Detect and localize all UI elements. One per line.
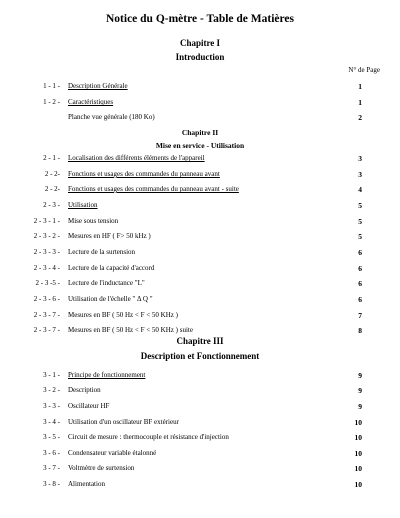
- toc-entry-page-number: 10: [354, 433, 362, 442]
- toc-entry-number: 3 - 8 -: [43, 480, 60, 488]
- toc-entry[interactable]: [0, 153, 400, 164]
- toc-entry-number: 2 - 3 - 7 -: [33, 326, 60, 334]
- toc-entry-number: 3 - 2 -: [43, 386, 60, 394]
- chapter-3-number: Chapitre III: [176, 336, 224, 346]
- toc-entry-number: 3 - 3 -: [43, 402, 60, 410]
- toc-entry-page-number: 7: [358, 311, 362, 320]
- toc-entry-number: 3 - 7 -: [43, 464, 60, 472]
- toc-entry-page-number: 1: [358, 98, 362, 107]
- toc-entry-page-number: 10: [354, 480, 362, 489]
- toc-entry: [0, 463, 400, 474]
- toc-entry-page-number: 5: [358, 217, 362, 226]
- toc-entry: [0, 263, 400, 274]
- toc-entry: [0, 401, 400, 412]
- toc-entry-page-number: 10: [354, 464, 362, 473]
- chapter-1-number: Chapitre I: [179, 38, 221, 48]
- toc-entry-link[interactable]: Fonctions et usages des commandes du panneau avant: [68, 170, 220, 178]
- toc-entry-page-number: 4: [358, 185, 362, 194]
- toc-entry[interactable]: [0, 169, 400, 180]
- toc-entry[interactable]: [0, 81, 400, 92]
- toc-entry-number: 3 - 4 -: [43, 418, 60, 426]
- toc-entry-label: Circuit de mesure : thermocouple et résistance d'injection: [68, 433, 229, 441]
- toc-entry-page-number: 10: [354, 449, 362, 458]
- chapter-1-title: Introduction: [175, 52, 225, 62]
- toc-entry-label: Lecture de l'inductance "L": [68, 279, 145, 287]
- toc-entry-link[interactable]: Caractéristiques: [68, 98, 114, 106]
- toc-entry-number: 2 - 2-: [44, 170, 60, 178]
- toc-entry: [0, 247, 400, 258]
- toc-entry-number: 1 - 2 -: [43, 98, 60, 106]
- toc-entry-page-number: 9: [358, 386, 362, 395]
- toc-entry-number: 2 - 3 - 1 -: [33, 217, 60, 225]
- toc-entry-page-number: 6: [358, 295, 362, 304]
- chapter-3-title: Description et Fonctionnement: [140, 351, 260, 361]
- toc-entry-number: 3 - 6 -: [43, 449, 60, 457]
- toc-entry-page-number: 3: [358, 170, 362, 179]
- toc-entry[interactable]: [0, 370, 400, 381]
- toc-entry-label: Alimentation: [68, 480, 105, 488]
- toc-entry-page-number: 8: [358, 326, 362, 335]
- toc-entry: [0, 385, 400, 396]
- toc-entry-label: Condensateur variable étalonné: [68, 449, 157, 457]
- toc-entry-number: 2 - 3 - 4 -: [33, 264, 60, 272]
- toc-entry: [0, 112, 400, 123]
- toc-entry[interactable]: [0, 184, 400, 195]
- toc-entry-page-number: 9: [358, 402, 362, 411]
- toc-entry-label: Lecture de la capacité d'accord: [68, 264, 155, 272]
- toc-entry-page-number: 2: [358, 113, 362, 122]
- toc-entry-link[interactable]: Localisation des différents éléments de l'appareil: [68, 154, 205, 162]
- toc-entry-number: 2 - 3 - 2 -: [33, 232, 60, 240]
- toc-entry-number: 2 - 1 -: [43, 154, 60, 162]
- toc-entry-link[interactable]: Principe de fonctionnement: [68, 371, 146, 379]
- chapter-2-number: Chapitre II: [181, 128, 219, 137]
- toc-entry-number: 2 - 3 - 6 -: [33, 295, 60, 303]
- toc-entry: [0, 216, 400, 227]
- toc-entry-link[interactable]: Description Générale: [68, 82, 128, 90]
- toc-entry-number: 2 - 3 - 7 -: [33, 311, 60, 319]
- toc-entry[interactable]: [0, 97, 400, 108]
- toc-entry-number: 3 - 1 -: [43, 371, 60, 379]
- toc-entry-number: 1 - 1 -: [43, 82, 60, 90]
- toc-entry: [0, 294, 400, 305]
- toc-entry-label: Oscillateur HF: [68, 402, 110, 410]
- toc-entry: [0, 231, 400, 242]
- toc-entry-label: Mesures en BF ( 50 Hz < F < 50 KHz ) suite: [68, 326, 193, 334]
- toc-entry-number: 2 - 2-: [44, 185, 60, 193]
- toc-entry-label: Voltmètre de surtension: [68, 464, 135, 472]
- toc-entry-link[interactable]: Fonctions et usages des commandes du panneau avant - suite: [68, 185, 239, 193]
- toc-entry-page-number: 6: [358, 279, 362, 288]
- toc-entry-label: Utilisation d'un oscillateur BF extérieur: [68, 418, 179, 426]
- toc-entry-page-number: 1: [358, 82, 362, 91]
- toc-entry-page-number: 10: [354, 418, 362, 427]
- toc-entry-label: Planche vue générale (180 Ko): [68, 113, 155, 121]
- toc-entry-page-number: 3: [358, 154, 362, 163]
- toc-entry-page-number: 5: [358, 232, 362, 241]
- toc-entry-label: Utilisation de l'échelle " Δ Q ": [68, 295, 153, 303]
- toc-entry-number: 3 - 5 -: [43, 433, 60, 441]
- toc-entry-page-number: 9: [358, 371, 362, 380]
- toc-entry-page-number: 6: [358, 248, 362, 257]
- toc-entry[interactable]: [0, 200, 400, 211]
- toc-entry-label: Mesures en HF ( F> 50 kHz ): [68, 232, 151, 240]
- toc-entry-link[interactable]: Utilisation: [68, 201, 98, 209]
- chapter-2-title: Mise en service - Utilisation: [155, 141, 245, 150]
- toc-entry: [0, 479, 400, 490]
- toc-entry-page-number: 5: [358, 201, 362, 210]
- toc-entry-label: Description: [68, 386, 101, 394]
- toc-entry: [0, 417, 400, 428]
- toc-entry: [0, 278, 400, 289]
- toc-entry-number: 2 - 3 -5 -: [35, 279, 60, 287]
- page-number-column-header: N° de Page: [348, 66, 380, 74]
- toc-entry-number: 2 - 3 - 3 -: [33, 248, 60, 256]
- toc-entry: [0, 448, 400, 459]
- toc-entry-number: 2 - 3 -: [43, 201, 60, 209]
- toc-entry-label: Mise sous tension: [68, 217, 119, 225]
- toc-entry: [0, 310, 400, 321]
- toc-entry: [0, 325, 400, 336]
- toc-entry: [0, 432, 400, 443]
- page-title: Notice du Q-mètre - Table de Matières: [105, 13, 294, 25]
- toc-entry-label: Lecture de la surtension: [68, 248, 136, 256]
- toc-entry-label: Mesures en BF ( 50 Hz < F < 50 KHz ): [68, 311, 178, 319]
- toc-entry-page-number: 6: [358, 264, 362, 273]
